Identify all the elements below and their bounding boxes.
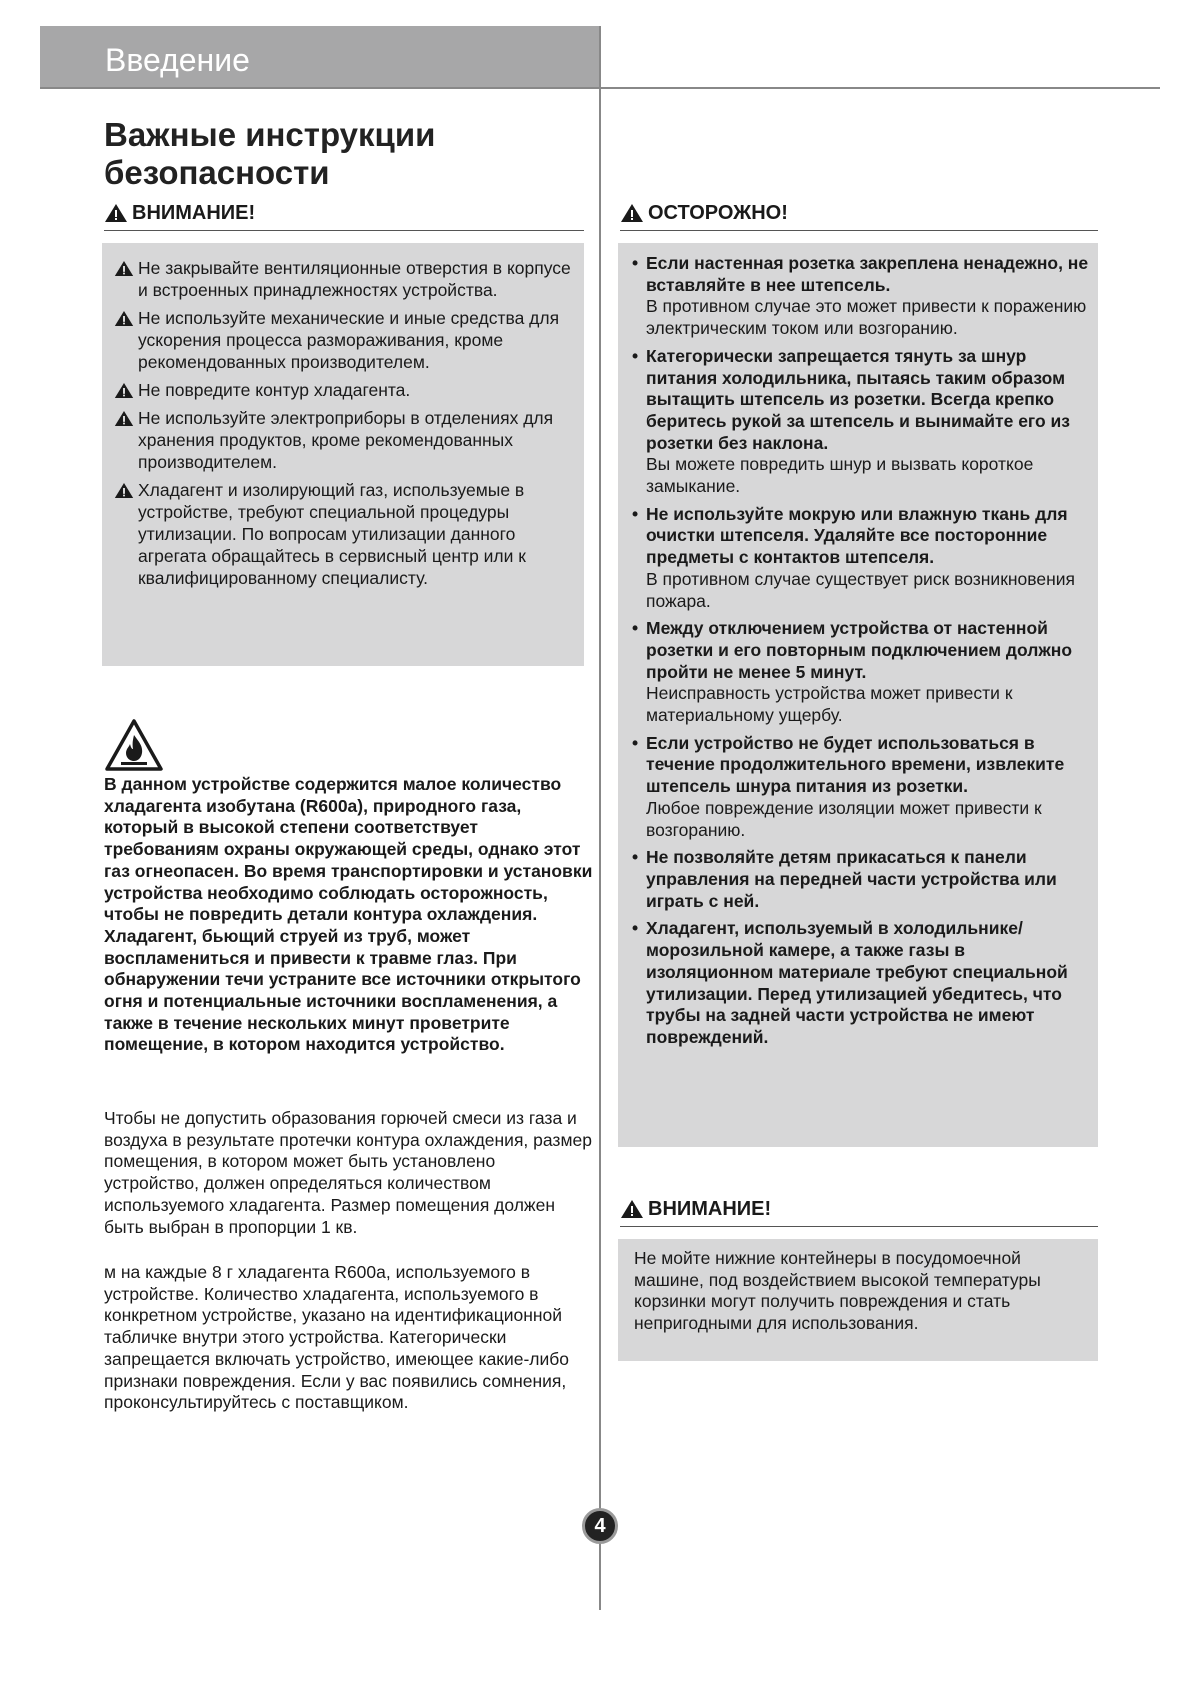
page-title: Важные инструкции безопасности — [104, 116, 436, 191]
caution-item — [618, 253, 1090, 340]
caution-item-note: Неисправность устройства может привести к материальному ущербу. — [646, 683, 1013, 726]
caution-item-note: В противном случае это может привести к поражению электрическим током или возгоранию. — [646, 296, 1087, 339]
bullet-icon: • — [632, 847, 639, 868]
warning-triangle-icon — [620, 1199, 644, 1219]
caution-item — [618, 918, 1090, 1048]
warning-triangle-icon — [114, 482, 134, 499]
left-attention-list — [102, 257, 574, 589]
right-attention-text: Не мойте нижние контейнеры в посудомоечной машине, под воздействием высокой температуры корзинки могут получить повреждения и стать непригодными для использования. — [634, 1248, 1041, 1334]
caution-item-bold: Хладагент, используемый в холодильнике/морозильной камере, а также газы в изоляционном материале требуют специальной утилизации. Перед утилизацией убедитесь, что трубы на задней части устройства не имеют повреждений. — [646, 918, 1068, 1047]
warning-triangle-icon — [104, 203, 128, 223]
caution-item-bold: Если настенная розетка закреплена ненадежно, не вставляйте в нее штепсель. — [646, 253, 1089, 295]
caution-item-bold: Не позволяйте детям прикасаться к панели управления на передней части устройства или играть с ней. — [646, 847, 1057, 911]
warning-triangle-icon — [114, 260, 134, 277]
attention-item — [102, 307, 574, 373]
caution-item-bold: Между отключением устройства от настенной розетки и его повторным подключением должно пройти не менее 5 минут. — [646, 618, 1073, 682]
right-caution-list — [618, 253, 1090, 1049]
attention-item-text: Не повредите контур хладагента. — [138, 380, 411, 400]
right-caution-heading — [620, 202, 788, 224]
flammable-warning-text: В данном устройстве содержится малое количество хладагента изобутана (R600a), природного газа, который в высокой степени соответствует требованиям охраны окружающей среды, однако этот газ огнеопасен. Во время транспортировки и установки устройства необходимо соблюдать осторожность, чтобы не повредить детали контура охлаждения. Хладагент, бьющий струей из труб, может воспламениться и привести к травме глаз. При обнаружении течи устраните все источники открытого огня и потенциальные источники воспламенения, а также в течение нескольких минут проветрите помещение, в котором находится устройство. — [104, 774, 593, 1055]
left-attention-heading-text: ВНИМАНИЕ! — [132, 202, 256, 224]
column-divider — [599, 26, 601, 1610]
left-attention-box — [102, 243, 584, 666]
warning-triangle-icon — [114, 382, 134, 399]
caution-item — [618, 504, 1090, 613]
bullet-icon: • — [632, 618, 639, 639]
attention-item-text: Не используйте электроприборы в отделениях для хранения продуктов, кроме рекомендованных производителем. — [138, 408, 554, 472]
attention-item — [102, 257, 574, 301]
room-size-paragraph-2: м на каждые 8 г хладагента R600a, используемого в устройстве. Количество хладагента, используемого в конкретном устройстве, указано на идентификационной табличке внутри этого устройства. Категорически запрещается включать устройство, имеющее какие-либо признаки повреждения. Если у вас появились сомнения, проконсультируйтесь с поставщиком. — [104, 1262, 570, 1413]
caution-item-note: Вы можете повредить шнур и вызвать короткое замыкание. — [646, 454, 1034, 497]
flammable-warning-icon — [104, 718, 164, 772]
caution-item-bold: Категорически запрещается тянуть за шнур питания холодильника, пытаясь таким образом вытащить штепсель из розетки. Всегда крепко беритесь рукой за штепсель и вынимайте его из розетки без наклона. — [646, 345, 1070, 453]
attention-item — [102, 407, 574, 473]
caution-item — [618, 618, 1090, 727]
right-attention-heading — [620, 1198, 771, 1220]
warning-triangle-icon — [114, 410, 134, 427]
attention-item-text: Хладагент и изолирующий газ, используемые в устройстве, требуют специальной процедуры утилизации. По вопросам утилизации данного агрегата обращайтесь в сервисный центр или к квалифицированному специалисту. — [138, 480, 526, 588]
attention-item — [102, 379, 574, 401]
caution-item — [618, 847, 1090, 912]
warning-triangle-icon — [114, 310, 134, 327]
caution-item-note: Любое повреждение изоляции может привести к возгоранию. — [646, 797, 1042, 840]
attention-item-text: Не используйте механические и иные средства для ускорения процесса размораживания, кроме рекомендованных производителем. — [138, 308, 560, 372]
right-caution-heading-text: ОСТОРОЖНО! — [648, 202, 788, 224]
caution-item-note: В противном случае существует риск возникновения пожара. — [646, 568, 1075, 611]
page-number: 4 — [582, 1508, 618, 1544]
bullet-icon: • — [632, 345, 639, 366]
left-attention-rule — [104, 230, 584, 231]
attention-item-text: Не закрывайте вентиляционные отверстия в корпусе и встроенных принадлежностях устройства. — [138, 258, 571, 300]
bullet-icon: • — [632, 732, 639, 753]
warning-triangle-icon — [620, 203, 644, 223]
bullet-icon: • — [632, 918, 639, 939]
caution-item — [618, 346, 1090, 498]
right-attention-box — [618, 1239, 1098, 1361]
right-caution-box — [618, 243, 1098, 1147]
section-title: Введение — [105, 42, 250, 78]
room-size-paragraph-1: Чтобы не допустить образования горючей смеси из газа и воздуха в результате протечки контура охлаждения, размер помещения, в котором может быть установлено устройство, должен определяться количеством используемого хладагента. Размер помещения должен быть выбран в пропорции 1 кв. — [104, 1108, 592, 1237]
caution-item-bold: Если устройство не будет использоваться в течение продолжительного времени, извлеките штепсель шнура питания из розетки. — [646, 732, 1065, 797]
attention-item — [102, 479, 574, 589]
right-attention-rule — [620, 1226, 1098, 1227]
right-caution-rule — [620, 230, 1098, 231]
right-attention-heading-text: ВНИМАНИЕ! — [648, 1198, 772, 1220]
caution-item — [618, 733, 1090, 842]
caution-item-bold: Не используйте мокрую или влажную ткань для очистки штепселя. Удаляйте все посторонние предметы с контактов штепселя. — [646, 503, 1068, 568]
left-attention-heading — [104, 202, 255, 224]
bullet-icon: • — [632, 253, 639, 273]
bullet-icon: • — [632, 503, 639, 524]
